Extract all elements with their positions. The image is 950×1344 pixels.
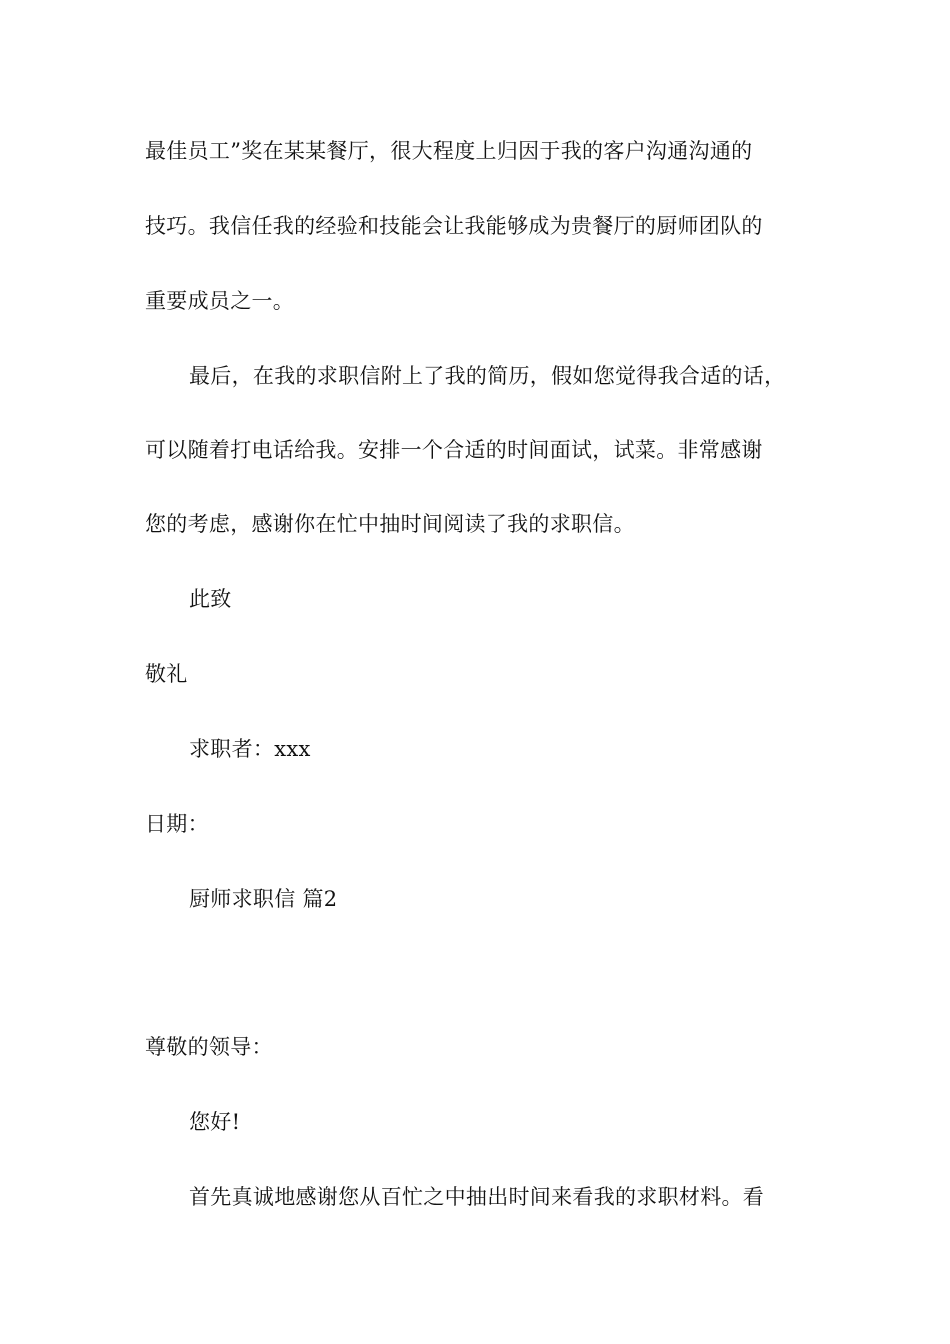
closing-salutation: 此致: [189, 587, 232, 611]
paragraph-line: 首先真诚地感谢您从百忙之中抽出时间来看我的求职材料。看: [189, 1185, 765, 1209]
paragraph-line: 重要成员之一。: [145, 289, 295, 313]
paragraph-line: 可以随着打电话给我。安排一个合适的时间面试，试菜。非常感谢: [145, 438, 763, 462]
greeting-line: 尊敬的领导：: [145, 1035, 273, 1059]
date-line: 日期：: [145, 812, 209, 836]
applicant-signature: 求职者：xxx: [189, 737, 311, 761]
paragraph-line: 您的考虑，感谢你在忙中抽时间阅读了我的求职信。: [145, 512, 635, 536]
greeting-hello: 您好!: [189, 1110, 241, 1134]
paragraph-line: 最佳员工”奖在某某餐厅，很大程度上归因于我的客户沟通沟通的: [145, 139, 753, 163]
paragraph-line: 最后，在我的求职信附上了我的简历，假如您觉得我合适的话，: [189, 364, 786, 388]
closing-regards: 敬礼: [145, 662, 188, 686]
paragraph-line: 技巧。我信任我的经验和技能会让我能够成为贵餐厅的厨师团队的: [145, 214, 763, 238]
section-heading: 厨师求职信 篇2: [189, 887, 338, 911]
